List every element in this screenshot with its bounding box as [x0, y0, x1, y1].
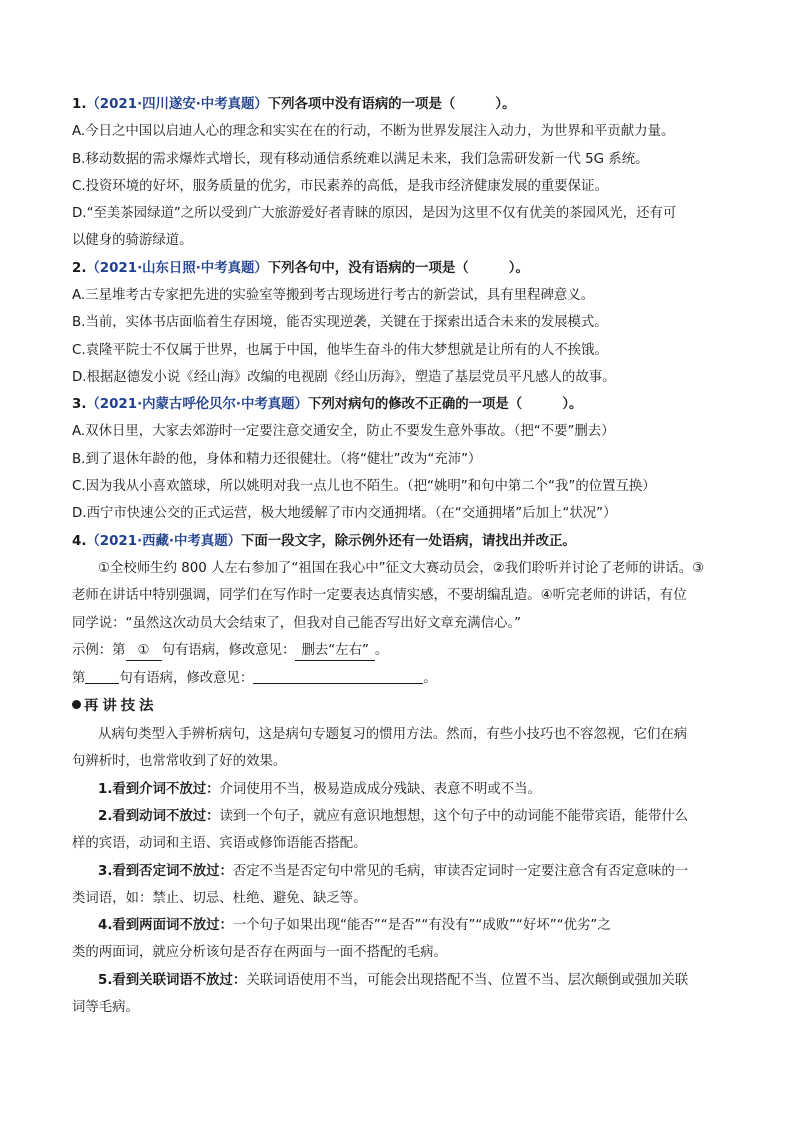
- example-prefix: 示例：第: [72, 643, 126, 658]
- q1-option-d-cont: 以健身的骑游绿道。: [72, 233, 193, 248]
- question-stem: 下面一段文字，除示例外还有一处语病，请找出并改正。: [240, 534, 576, 549]
- tip-4-cont: 类的两面词，就应分析该句是否存在两面与一面不搭配的毛病。: [72, 945, 447, 960]
- question-4-header: [72, 533, 576, 551]
- question-source: （2021·内蒙古呼伦贝尔·中考真题）: [86, 397, 308, 412]
- q3-option-a: A.双休日里，大家去郊游时一定要注意交通安全，防止不要发生意外事故。（把“不要”删去）: [72, 424, 615, 439]
- example-sentence-number: ①: [126, 642, 162, 661]
- tip-text: 一个句子如果出现“能否”“是否”“有没有”“成败”“好坏”“优劣”之: [232, 918, 611, 933]
- answer-revision-blank[interactable]: [253, 669, 423, 684]
- tip-4: [98, 917, 611, 935]
- q3-option-d: D.西宁市快速公交的正式运营，极大地缓解了市内交通拥堵。（在“交通拥堵”后加上“状况”）: [72, 506, 617, 521]
- tip-1: [98, 781, 541, 799]
- tip-heading: 3.看到否定词不放过：: [98, 864, 233, 879]
- question-stem: 下列对病句的修改不正确的一项是（ ）。: [307, 397, 583, 412]
- tip-text: 介词使用不当，极易造成成分残缺、表意不明或不当。: [219, 782, 541, 797]
- q2-option-c: C.袁隆平院士不仅属于世界，也属于中国，他毕生奋斗的伟大梦想就是让所有的人不挨饿。: [72, 343, 608, 358]
- answer-prefix: 第: [72, 671, 86, 686]
- q3-option-c: C.因为我从小喜欢篮球，所以姚明对我一点儿也不陌生。（把“姚明”和句中第二个“我”的位置互换）: [72, 479, 656, 494]
- q4-passage-line-2: 老师在讲话中特别强调，同学们在写作时一定要表达真情实感，不要胡编乱造。④听完老师的讲话，有位: [72, 588, 687, 603]
- tip-heading: 5.看到关联词语不放过：: [98, 973, 247, 988]
- tip-text: 否定不当是否定句中常见的毛病，审读否定词时一定要注意含有否定意味的一: [232, 864, 689, 879]
- q4-passage-line-3: 同学说：“虽然这次动员大会结束了，但我对自己能否写出好文章充满信心。”: [72, 616, 522, 631]
- q1-option-b: B.移动数据的需求爆炸式增长，现有移动通信系统难以满足未来，我们急需研发新一代 5G 系统。: [72, 152, 649, 167]
- question-2-header: [72, 260, 529, 278]
- question-source: （2021·山东日照·中考真题）: [86, 261, 268, 276]
- q2-option-d: D.根据赵德发小说《经山海》改编的电视剧《经山历海》，塑造了基层党员平凡感人的故事。: [72, 370, 616, 385]
- tip-heading: 4.看到两面词不放过：: [98, 918, 233, 933]
- question-source: （2021·四川遂安·中考真题）: [86, 97, 268, 112]
- question-3-header: [72, 396, 582, 414]
- tip-2-cont: 样的宾语，动词和主语、宾语或修饰语能否搭配。: [72, 836, 367, 851]
- question-number: 3.: [72, 397, 87, 412]
- q4-passage-line-1: ①全校师生约 800 人左右参加了“祖国在我心中”征文大赛动员会，②我们聆听并讨论了老师的讲话。③: [98, 561, 705, 576]
- q4-example: [72, 642, 388, 661]
- section-intro-line-2: 句辨析时，也常常收到了好的效果。: [72, 754, 287, 769]
- answer-mid: 句有语病，修改意见：: [119, 671, 254, 686]
- q1-option-d: D.“至美茶园绿道”之所以受到广大旅游爱好者青睐的原因，是因为这里不仅有优美的茶园风光，还有可: [72, 206, 677, 221]
- q1-option-a: A.今日之中国以启迪人心的理念和实实在在的行动，不断为世界发展注入动力，为世界和平贡献力量。: [72, 124, 675, 139]
- answer-sentence-blank[interactable]: [85, 669, 119, 684]
- tip-2: [98, 808, 688, 826]
- tip-text: 读到一个句子，就应有意识地想想，这个句子中的动词能不能带宾语，能带什么: [219, 809, 689, 824]
- q2-option-b: B.当前，实体书店面临着生存困境，能否实现逆袭，关键在于探索出适合未来的发展模式。: [72, 315, 608, 330]
- example-end: 。: [374, 643, 389, 658]
- question-source: （2021·西藏·中考真题）: [86, 534, 241, 549]
- q2-option-a: A.三星堆考古专家把先进的实验室等搬到考古现场进行考古的新尝试，具有里程碑意义。: [72, 288, 595, 303]
- tip-3-cont: 类词语，如：禁止、切忌、杜绝、避免、缺乏等。: [72, 891, 367, 906]
- question-1-header: [72, 96, 516, 114]
- example-mid: 句有语病，修改意见：: [161, 643, 296, 658]
- question-number: 1.: [72, 97, 87, 112]
- tip-heading: 1.看到介词不放过：: [98, 782, 220, 797]
- question-stem: 下列各项中没有语病的一项是（ ）。: [267, 97, 516, 112]
- question-number: 2.: [72, 261, 87, 276]
- section-title: 再讲技法: [84, 698, 158, 714]
- example-answer: 删去“左右”: [295, 642, 374, 661]
- q1-option-c: C.投资环境的好坏，服务质量的优劣，市民素养的高低，是我市经济健康发展的重要保证。: [72, 179, 608, 194]
- q4-answer-line: [72, 669, 437, 688]
- tip-5-cont: 词等毛病。: [72, 1000, 139, 1015]
- question-stem: 下列各句中，没有语病的一项是（ ）。: [267, 261, 529, 276]
- q3-option-b: B.到了退休年龄的他，身体和精力还很健壮。（将“健壮”改为“充沛”）: [72, 452, 482, 467]
- tip-5: [98, 972, 688, 990]
- tip-heading: 2.看到动词不放过：: [98, 809, 220, 824]
- tip-3: [98, 863, 688, 881]
- tip-text: 关联词语使用不当，可能会出现搭配不当、位置不当、层次颠倒或强加关联: [246, 973, 689, 988]
- section-intro-line-1: 从病句类型入手辨析病句，这是病句专题复习的惯用方法。然而，有些小技巧也不容忽视，它们在病: [98, 727, 688, 742]
- section-heading: [72, 697, 158, 715]
- question-number: 4.: [72, 534, 87, 549]
- answer-end: 。: [423, 671, 437, 686]
- bullet-icon: [72, 700, 81, 709]
